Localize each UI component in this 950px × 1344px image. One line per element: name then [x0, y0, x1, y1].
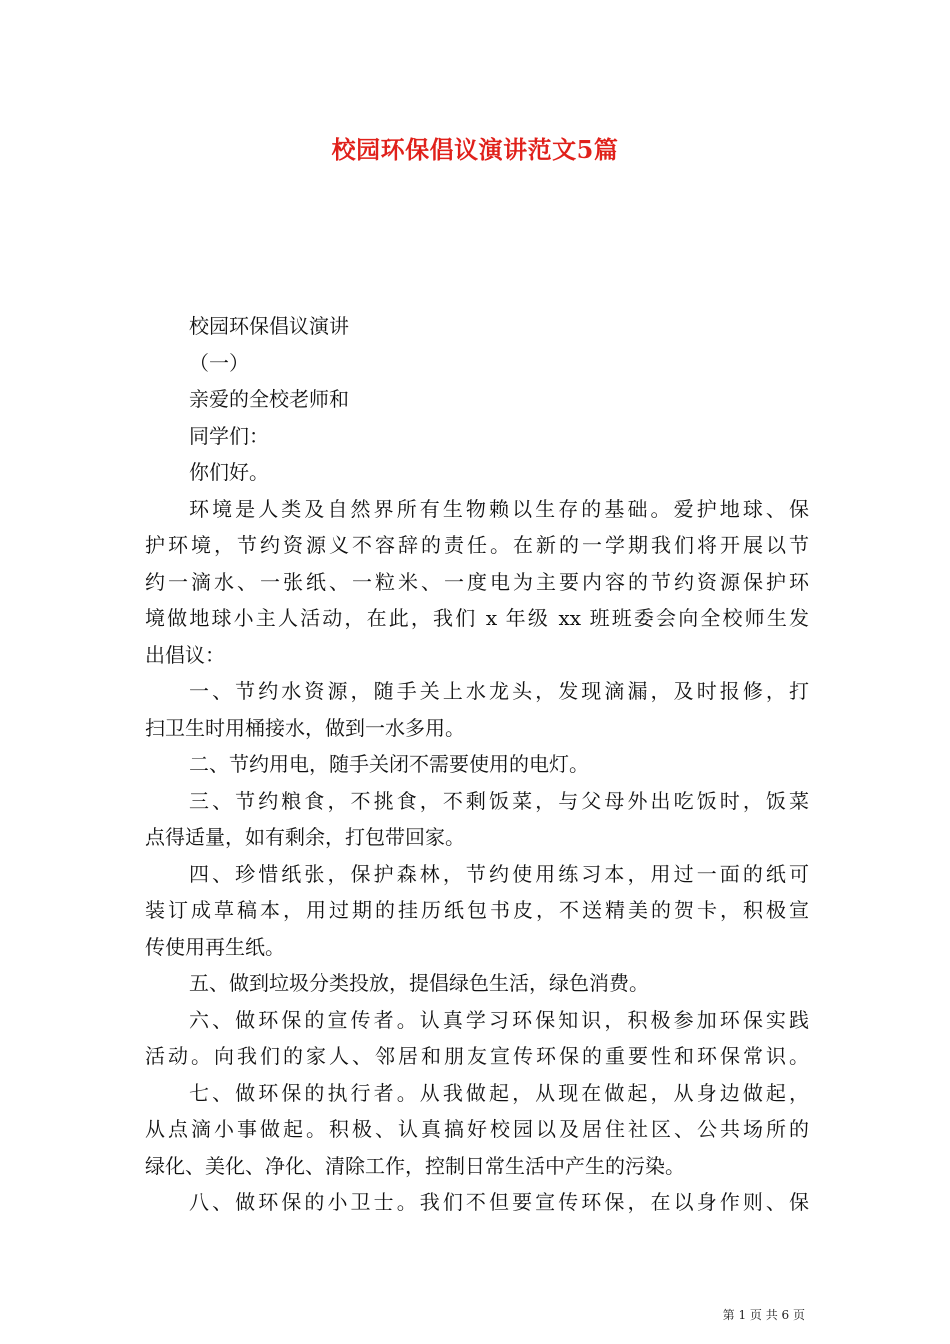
text-line: 护环境，节约资源义不容辞的责任。在新的一学期我们将开展以节	[145, 533, 809, 557]
text-line: 装订成草稿本，用过期的挂历纸包书皮，不送精美的贺卡，积极宣	[145, 898, 809, 922]
text-line: 扫卫生时用桶接水，做到一水多用。	[145, 715, 465, 740]
text-line: 校园环保倡议演讲	[189, 314, 349, 338]
text-line: 一、节约水资源，随手关上水龙头，发现滴漏，及时报修，打	[189, 679, 809, 703]
text-line: 境做地球小主人活动，在此，我们 x 年级 xx 班班委会向全校师生发	[145, 606, 809, 630]
text-line: 环境是人类及自然界所有生物赖以生存的基础。爱护地球、保	[189, 496, 809, 521]
text-line: 六、做环保的宣传者。认真学习环保知识，积极参加环保实践	[189, 1007, 809, 1032]
text-line: （一）	[189, 350, 249, 375]
text-line: 点得适量，如有剩余，打包带回家。	[145, 825, 465, 849]
text-line: 七、做环保的执行者。从我做起，从现在做起，从身边做起，	[189, 1080, 809, 1105]
text-line: 你们好。	[189, 460, 269, 484]
text-line: 从点滴小事做起。积极、认真搞好校园以及居住社区、公共场所的	[145, 1117, 809, 1141]
text-line: 出倡议：	[145, 642, 225, 667]
text-line: 二、节约用电，随手关闭不需要使用的电灯。	[189, 752, 589, 776]
document-body	[145, 308, 809, 1221]
text-line: 同学们：	[189, 423, 269, 448]
text-line: 八、做环保的小卫士。我们不但要宣传环保，在以身作则、保	[189, 1190, 809, 1214]
text-line: 三、节约粮食，不挑食，不剩饭菜，与父母外出吃饭时，饭菜	[189, 788, 809, 813]
text-line: 五、做到垃圾分类投放，提倡绿色生活，绿色消费。	[189, 971, 649, 995]
text-line: 传使用再生纸。	[145, 934, 285, 959]
text-line: 活动。向我们的家人、邻居和朋友宣传环保的重要性和环保常识。	[145, 1044, 809, 1068]
text-line: 约一滴水、一张纸、一粒米、一度电为主要内容的节约资源保护环	[145, 569, 809, 594]
page-title: 校园环保倡议演讲范文5篇	[331, 135, 619, 164]
text-line: 四、珍惜纸张，保护森林，节约使用练习本，用过一面的纸可	[189, 861, 809, 886]
page-number: 第 1 页 共 6 页	[722, 1308, 805, 1322]
text-line: 绿化、美化、净化、清除工作，控制日常生活中产生的污染。	[145, 1153, 685, 1178]
text-line: 亲爱的全校老师和	[189, 387, 349, 411]
